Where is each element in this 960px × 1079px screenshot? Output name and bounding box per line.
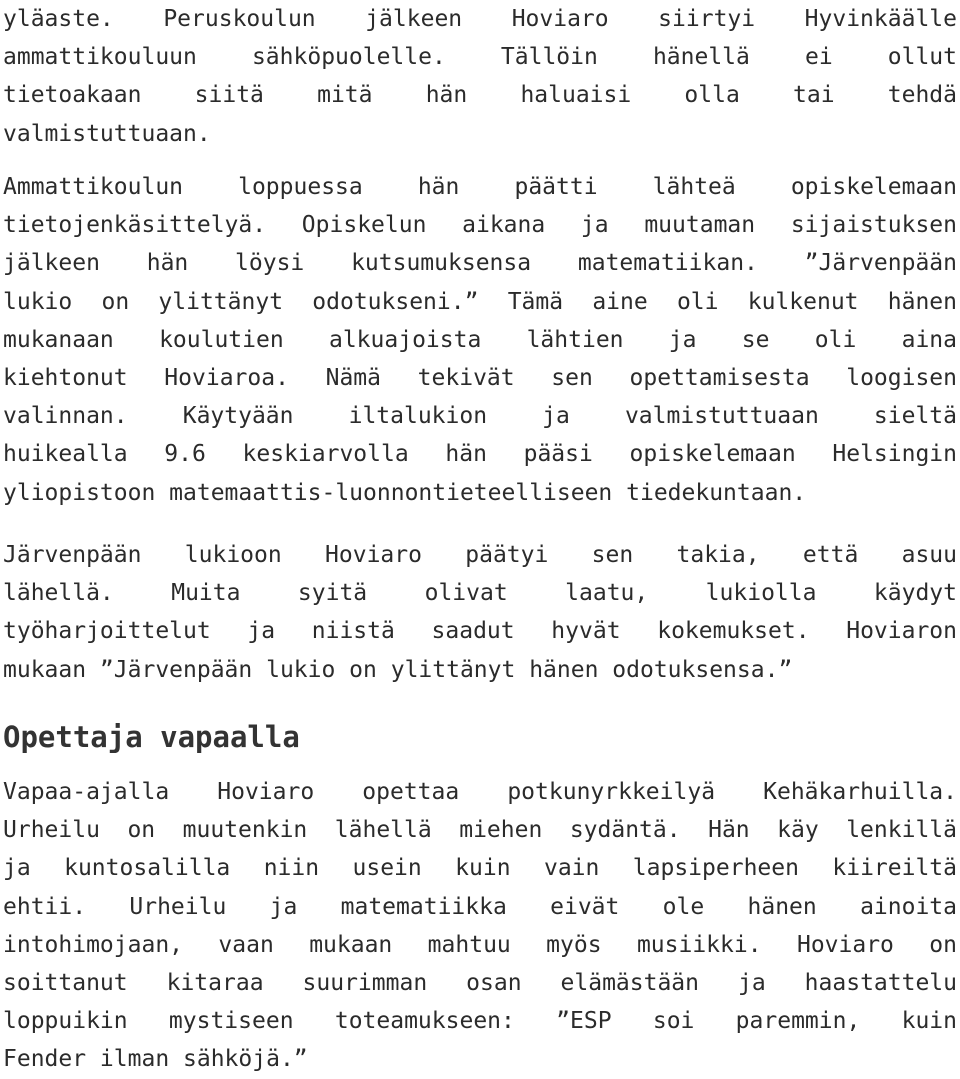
paragraph-line: lähellä. Muita syitä olivat laatu, lukiolla käydyt [3,580,957,607]
paragraph-2 [3,168,957,512]
paragraph-line: Urheilu on muutenkin lähellä miehen sydäntä. Hän käy lenkillä [3,817,957,844]
paragraph-3 [3,536,957,689]
paragraph-line: valmistuttuaan. [3,120,211,147]
paragraph-line: soittanut kitaraa suurimman osan elämästään ja haastattelu [3,969,957,996]
paragraph-line: mukanaan koulutien alkuajoista lähtien ja se oli aina [3,326,957,353]
paragraph-line: jälkeen hän löysi kutsumuksensa matematiikan. ”Järvenpään [3,250,957,277]
paragraph-line: yliopistoon matemaattis-luonnontieteelliseen tiedekuntaan. [3,479,807,506]
paragraph-line: Järvenpään lukioon Hoviaro päätyi sen takia, että asuu [3,542,957,568]
paragraph-4 [3,773,957,1079]
paragraph-line: työharjoittelut ja niistä saadut hyvät kokemukset. Hoviaron [3,618,957,645]
paragraph-line: valinnan. Käytyään iltalukion ja valmistuttuaan sieltä [3,403,957,430]
paragraph-line: ja kuntosalilla niin usein kuin vain lapsiperheen kiireiltä [3,855,957,882]
paragraph-line: huikealla 9.6 keskiarvolla hän pääsi opiskelemaan Helsingin [3,441,957,468]
section-heading: Opettaja vapaalla [3,720,300,754]
paragraph-line: yläaste. Peruskoulun jälkeen Hoviaro siirtyi Hyvinkäälle [3,6,957,32]
paragraph-line: tietojenkäsittelyä. Opiskelun aikana ja muutaman sijaistuksen [3,212,957,239]
paragraph-line: loppuikin mystiseen toteamukseen: ”ESP soi paremmin, kuin [3,1008,957,1035]
paragraph-line: ammattikouluun sähköpuolelle. Tällöin hänellä ei ollut [3,44,957,71]
paragraph-line: tietoakaan siitä mitä hän haluaisi olla tai tehdä [3,82,957,109]
paragraph-line: intohimojaan, vaan mukaan mahtuu myös musiikki. Hoviaro on [3,931,957,958]
paragraph-line: Vapaa-ajalla Hoviaro opettaa potkunyrkkeilyä Kehäkarhuilla. [3,779,957,805]
paragraph-line: lukio on ylittänyt odotukseni.” Tämä aine oli kulkenut hänen [3,288,957,315]
paragraph-line: Fender ilman sähköjä.” [3,1046,308,1073]
paragraph-line: ehtii. Urheilu ja matematiikka eivät ole hänen ainoita [3,893,957,920]
paragraph-line: Ammattikoulun loppuessa hän päätti lähteä opiskelemaan [3,174,957,200]
paragraph-line: kiehtonut Hoviaroa. Nämä tekivät sen opettamisesta loogisen [3,364,957,391]
paragraph-line: mukaan ”Järvenpään lukio on ylittänyt hänen odotuksensa.” [3,656,793,683]
paragraph-1 [3,0,957,153]
